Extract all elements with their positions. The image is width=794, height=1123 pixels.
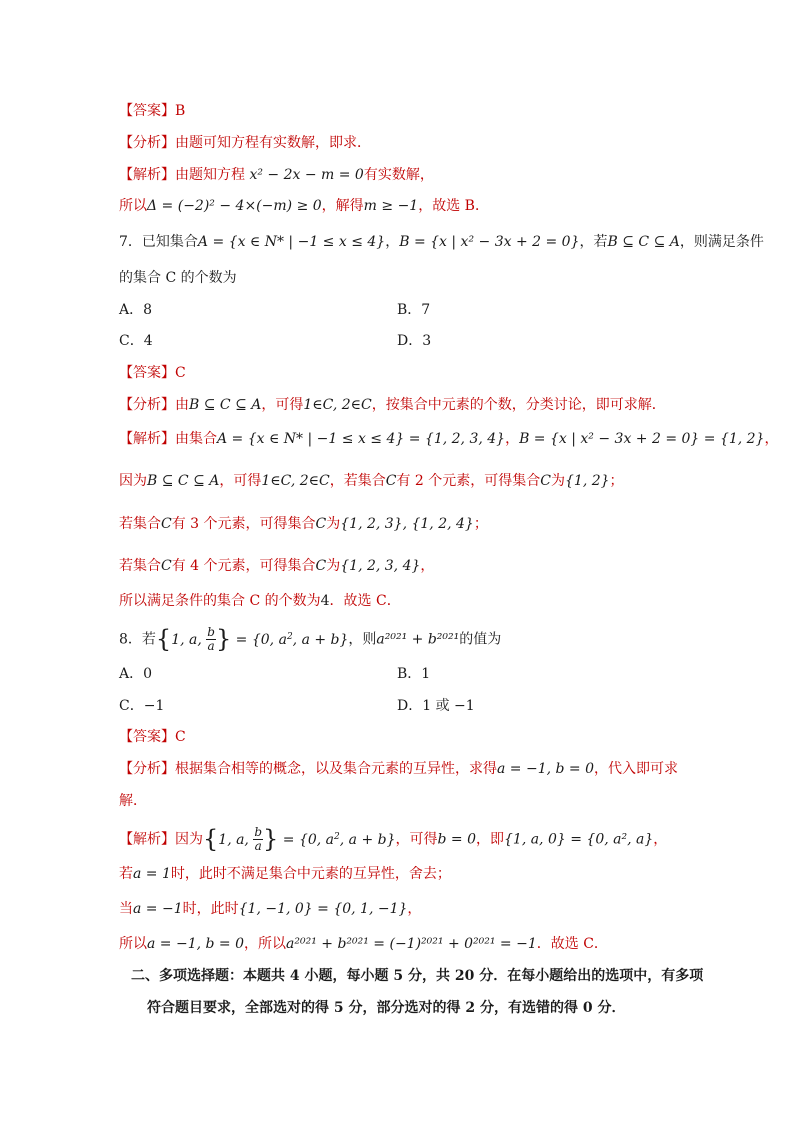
q6-solution: 【解析】由题知方程 x² − 2x − m = 0有实数解， <box>119 167 434 183</box>
solution-tag: 【解析】 <box>119 167 175 183</box>
q8-analysis-line2: 解． <box>119 793 147 809</box>
q7-set-b: B = {x | x² − 3x + 2 = 0} <box>399 234 580 250</box>
q8-solution-1: 【解析】因为{1, a, $\frac{b}{a}$ } = {0, $a^2$, a + b}，可得b = 0，即{1, a, 0} = {0, a², a}， <box>119 824 668 853</box>
q8-option-a: A．0 <box>119 666 153 682</box>
q8-answer: 【答案】C <box>119 729 186 745</box>
q8-stem: 8．若{1, a, $\frac{b}{a}$ } = {0, $a^2$, a + b}，则a²⁰²¹ + b²⁰²¹的值为 <box>119 624 502 653</box>
q8-option-b: B．1 <box>397 666 431 682</box>
q7-solution-5: 所以满足条件的集合 C 的个数为4．故选 C． <box>119 593 401 609</box>
section-2-heading: 二、多项选择题：本题共 4 小题，每小题 5 分，共 20 分．在每小题给出的选项中，有多项 <box>131 968 704 984</box>
q7-option-b: B．7 <box>397 302 431 318</box>
q7-answer: 【答案】C <box>119 365 186 381</box>
q6-discriminant: Δ = (−2)² − 4×(−m) ≥ 0 <box>147 198 322 214</box>
q8-option-c: C．−1 <box>119 698 165 714</box>
q8-option-d: D．1 或 −1 <box>397 698 475 714</box>
q7-stem: 7．已知集合A = {x ∈ N* | −1 ≤ x ≤ 4}，B = {x | x² − 3x + 2 = 0}，若B ⊆ C ⊆ A，则满足条件 <box>119 234 764 250</box>
q6-answer-value: B <box>175 103 186 119</box>
answer-tag: 【答案】 <box>119 103 175 119</box>
q8-solution-2: 若a = 1时，此时不满足集合中元素的互异性，舍去； <box>119 866 451 882</box>
q7-solution-2: 因为B ⊆ C ⊆ A，可得1∈C, 2∈C，若集合C有 2 个元素，可得集合C为{1, 2}； <box>119 473 624 489</box>
analysis-tag: 【分析】 <box>119 135 175 151</box>
q8-solution-4: 所以a = −1, b = 0，所以a²⁰²¹ + b²⁰²¹ = (−1)²⁰²¹ + 0²⁰²¹ = −1．故选 C． <box>119 936 608 952</box>
q6-answer <box>119 101 185 121</box>
q7-condition: B ⊆ C ⊆ A <box>607 234 680 250</box>
q8-expression: a²⁰²¹ + b²⁰²¹ <box>376 631 460 648</box>
q7-option-a: A．8 <box>119 302 153 318</box>
q7-option-c: C．4 <box>119 333 153 349</box>
q7-analysis: 【分析】由B ⊆ C ⊆ A，可得1∈C, 2∈C，按集合中元素的个数，分类讨论，即可求解． <box>119 397 666 413</box>
section-2-heading-line2: 符合题目要求，全部选对的得 5 分，部分选对的得 2 分，有选错的得 0 分． <box>147 1000 626 1016</box>
q6-analysis <box>119 133 371 153</box>
q7-stem-line2: 的集合 C 的个数为 <box>119 270 237 286</box>
q8-set-equation: {1, a, $\frac{b}{a}$ } = {0, $a^2$, a + b} <box>155 624 349 653</box>
q7-solution-4: 若集合C有 4 个元素，可得集合C为{1, 2, 3, 4}， <box>119 558 435 574</box>
q7-option-d: D．3 <box>397 333 432 349</box>
q6-conclusion: 所以Δ = (−2)² − 4×(−m) ≥ 0，解得m ≥ −1，故选 B． <box>119 198 489 214</box>
q8-solution-3: 当a = −1时，此时{1, −1, 0} = {0, 1, −1}， <box>119 901 422 917</box>
q8-answer-value: C <box>175 729 186 745</box>
q7-solution-1: 【解析】由集合A = {x ∈ N* | −1 ≤ x ≤ 4} = {1, 2, 3, 4}，B = {x | x² − 3x + 2 = 0} = {1, 2}， <box>119 431 779 447</box>
q7-solution-3: 若集合C有 3 个元素，可得集合C为{1, 2, 3}, {1, 2, 4}； <box>119 516 488 532</box>
q6-analysis-text: 由题可知方程有实数解，即求． <box>175 135 371 151</box>
q6-equation: x² − 2x − m = 0 <box>249 167 364 183</box>
q8-analysis: 【分析】根据集合相等的概念，以及集合元素的互异性，求得a = −1, b = 0，代入即可求 <box>119 761 679 777</box>
q7-set-a: A = {x ∈ N* | −1 ≤ x ≤ 4} <box>197 234 386 250</box>
q7-answer-value: C <box>175 365 186 381</box>
